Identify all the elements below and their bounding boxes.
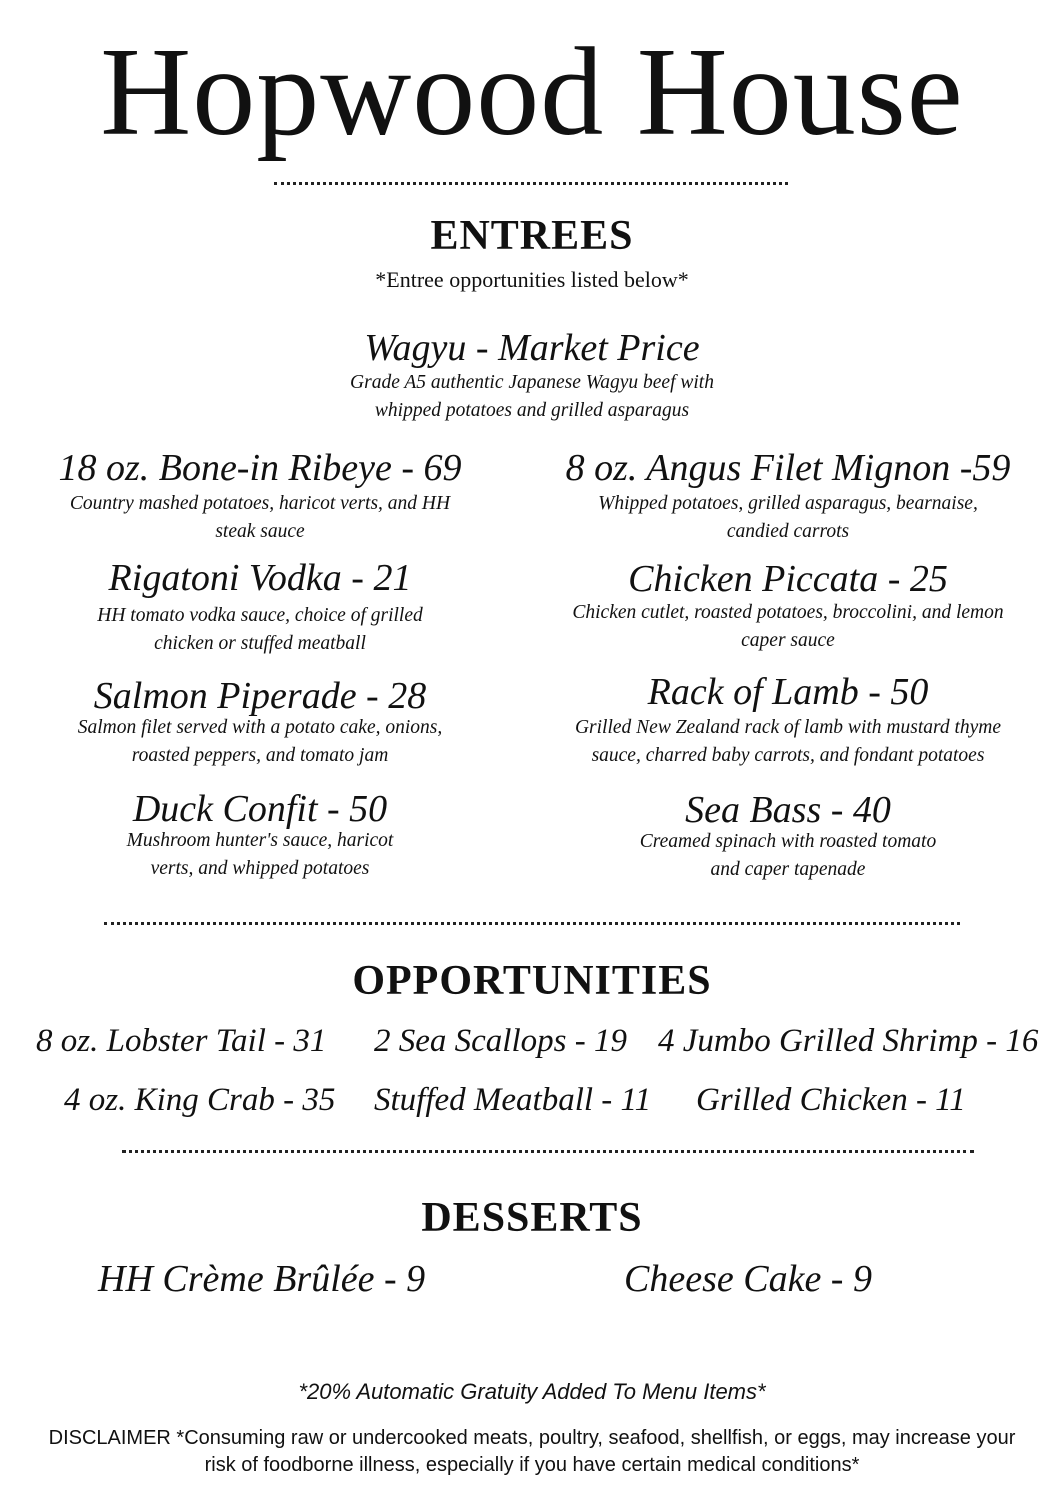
entree-item	[30, 446, 490, 546]
entree-item	[30, 674, 490, 770]
dish-desc-line1: Country mashed potatoes, haricot verts, and HH	[69, 493, 451, 514]
opportunities-heading: OPPORTUNITIES	[352, 958, 712, 1004]
opportunity-item: 2 Sea Scallops - 19	[374, 1023, 627, 1059]
dish-name: Salmon Piperade - 28	[93, 675, 427, 717]
dish-desc-line2: sauce, charred baby carrots, and fondant potatoes	[591, 745, 985, 766]
divider-middle	[104, 922, 960, 925]
dish-name: Rack of Lamb - 50	[647, 671, 929, 713]
featured-dish	[232, 326, 832, 425]
desserts-heading: DESSERTS	[421, 1195, 643, 1241]
dish-desc-line2: roasted peppers, and tomato jam	[131, 745, 389, 766]
dish-desc-line1: Salmon filet served with a potato cake, onions,	[77, 717, 443, 738]
dessert-item: HH Crème Brûlée - 9	[98, 1258, 426, 1300]
opportunity-item: Grilled Chicken - 11	[696, 1082, 966, 1118]
dish-name: Duck Confit - 50	[132, 788, 388, 830]
dish-desc-line1: HH tomato vodka sauce, choice of grilled	[97, 605, 423, 626]
opportunity-item: Stuffed Meatball - 11	[374, 1082, 652, 1118]
dish-name: Rigatoni Vodka - 21	[108, 557, 412, 599]
dish-desc-line2: chicken or stuffed meatball	[154, 633, 366, 654]
divider-top	[274, 182, 788, 185]
dish-desc-line1: Creamed spinach with roasted tomato	[639, 831, 937, 852]
dish-desc-line1: Grade A5 authentic Japanese Wagyu beef with	[350, 372, 714, 393]
entree-item	[548, 446, 1028, 546]
entree-item	[30, 556, 490, 658]
opportunity-item: 4 Jumbo Grilled Shrimp - 16	[658, 1023, 1039, 1059]
dish-name: Chicken Piccata - 25	[628, 558, 948, 600]
dish-desc-line2: verts, and whipped potatoes	[150, 858, 370, 879]
restaurant-name: Hopwood House	[100, 23, 964, 162]
entrees-note: *Entree opportunities listed below*	[375, 267, 689, 292]
dish-desc-line1: Chicken cutlet, roasted potatoes, broccolini, and lemon	[572, 602, 1004, 623]
dish-name: Sea Bass - 40	[685, 789, 891, 831]
disclaimer-line2: risk of foodborne illness, especially if you have certain medical conditions*	[204, 1454, 860, 1476]
dish-desc-line1: Whipped potatoes, grilled asparagus, bearnaise,	[598, 493, 978, 514]
opportunity-item: 8 oz. Lobster Tail - 31	[36, 1023, 327, 1059]
disclaimer-line1: DISCLAIMER *Consuming raw or undercooked meats, poultry, seafood, shellfish, or eggs, may increase your	[48, 1427, 1016, 1449]
dessert-item: Cheese Cake - 9	[624, 1258, 872, 1300]
dish-desc-line2: candied carrots	[726, 521, 850, 542]
dish-desc-line2: steak sauce	[215, 521, 305, 542]
entrees-heading: ENTREES	[430, 213, 634, 259]
disclaimer	[10, 1425, 1054, 1479]
opportunity-item: 4 oz. King Crab - 35	[64, 1082, 336, 1118]
dish-name: 8 oz. Angus Filet Mignon -59	[565, 447, 1011, 489]
dish-desc-line1: Mushroom hunter's sauce, haricot	[126, 830, 394, 851]
dish-name: 18 oz. Bone-in Ribeye - 69	[58, 447, 462, 489]
dish-desc-line2: whipped potatoes and grilled asparagus	[374, 400, 690, 421]
dish-desc-line2: caper sauce	[741, 630, 835, 651]
entree-item	[30, 787, 490, 883]
gratuity-note: *20% Automatic Gratuity Added To Menu Items*	[298, 1379, 766, 1404]
dish-desc-line1: Grilled New Zealand rack of lamb with mustard thyme	[574, 717, 1002, 738]
dish-desc-line2: and caper tapenade	[710, 859, 866, 880]
entree-item	[548, 788, 1028, 884]
dish-name: Wagyu - Market Price	[364, 327, 700, 369]
entree-item	[548, 670, 1028, 770]
entree-item	[548, 557, 1028, 655]
divider-bottom	[122, 1150, 974, 1153]
